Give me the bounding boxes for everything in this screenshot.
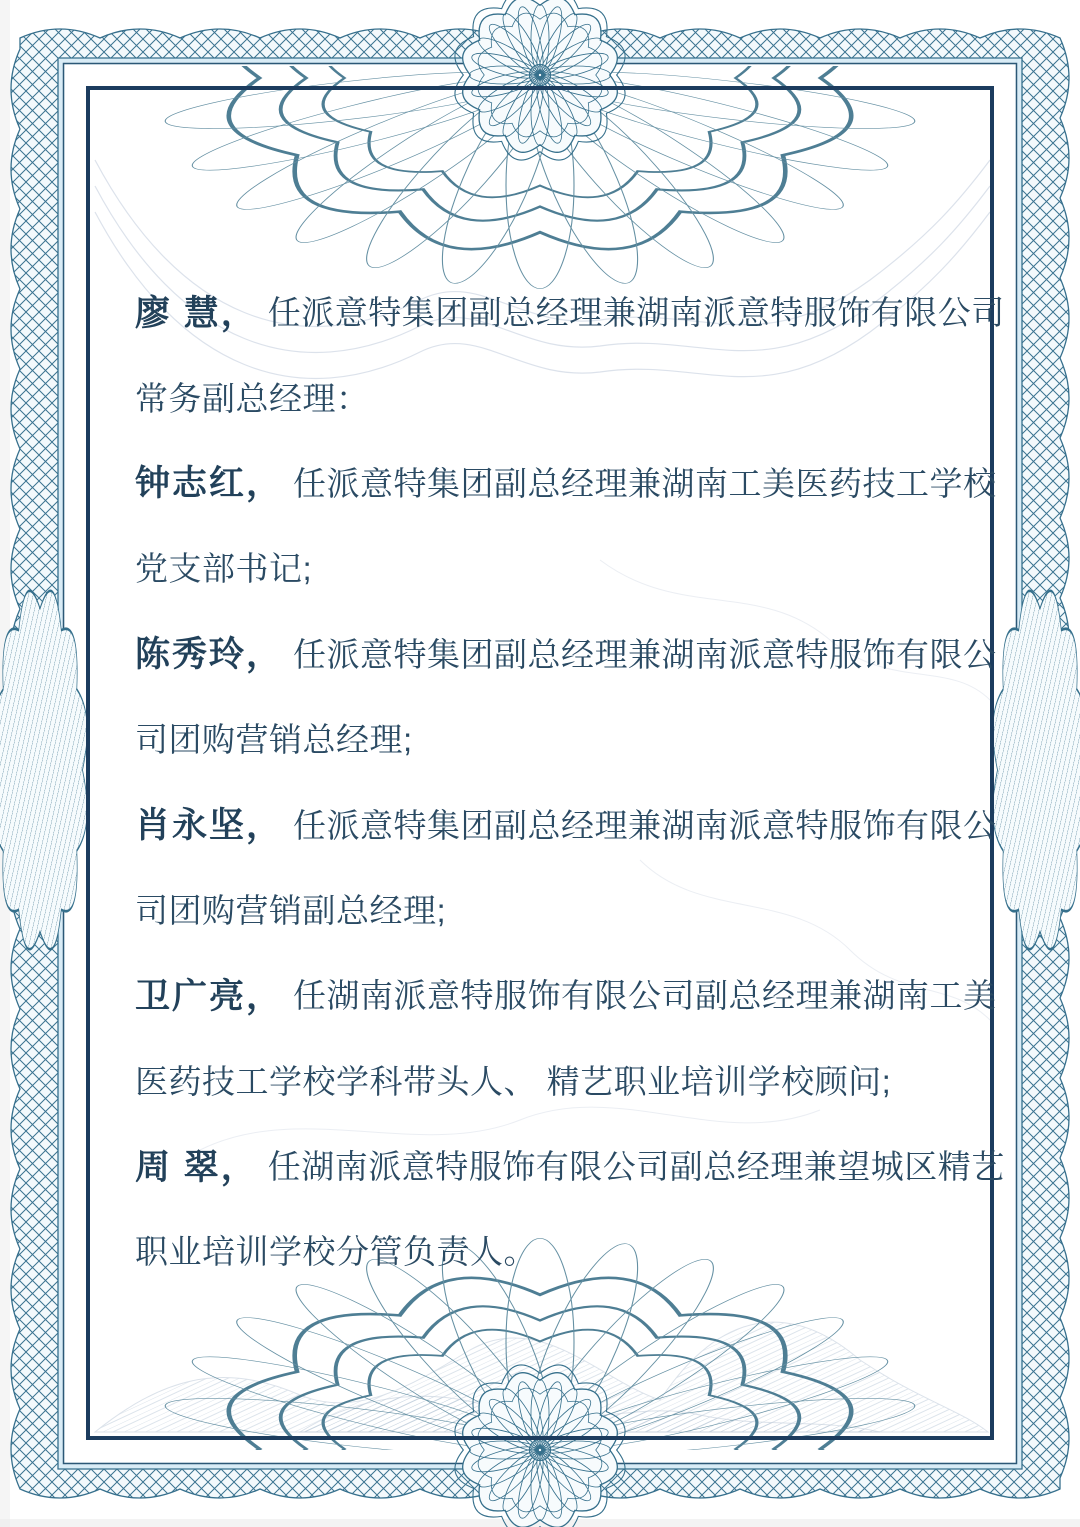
line-text: 党支部书记; bbox=[135, 550, 313, 588]
person-name: 卫广亮， bbox=[135, 976, 284, 1016]
text-line bbox=[135, 951, 997, 1036]
side-bulge-left bbox=[0, 591, 87, 949]
line-text: 任派意特集团副总经理兼湖南派意特服饰有限公司 bbox=[267, 294, 1005, 332]
person-name: 廖 慧， bbox=[135, 293, 258, 333]
text-line bbox=[135, 353, 965, 438]
rosette-medallion-top bbox=[455, 0, 625, 160]
person-name: 钟志红， bbox=[135, 464, 284, 504]
text-line bbox=[135, 695, 965, 780]
text-line bbox=[135, 1122, 1005, 1207]
person-name: 陈秀玲， bbox=[135, 635, 284, 675]
line-text: 任派意特集团副总经理兼湖南派意特服饰有限公 bbox=[293, 806, 997, 844]
text-line bbox=[135, 1207, 965, 1292]
appointment-text-block bbox=[135, 268, 1005, 1293]
line-text: 任湖南派意特服饰有限公司副总经理兼湖南工美 bbox=[293, 977, 997, 1015]
text-line bbox=[135, 524, 965, 609]
text-line bbox=[135, 439, 997, 524]
line-text: 任派意特集团副总经理兼湖南工美医药技工学校 bbox=[293, 464, 997, 502]
text-line bbox=[135, 780, 997, 865]
person-name: 肖永坚， bbox=[135, 806, 284, 846]
line-text: 司团购营销总经理; bbox=[135, 721, 413, 759]
text-line bbox=[135, 610, 997, 695]
side-bulge-right bbox=[993, 591, 1080, 949]
text-line bbox=[135, 866, 965, 951]
line-text: 职业培训学校分管负责人。 bbox=[135, 1233, 537, 1271]
text-line bbox=[135, 1037, 965, 1122]
text-line bbox=[135, 268, 1005, 353]
line-text: 医药技工学校学科带头人、 精艺职业培训学校顾问; bbox=[135, 1062, 892, 1100]
line-text: 司团购营销副总经理; bbox=[135, 891, 447, 929]
line-text: 任湖南派意特服饰有限公司副总经理兼望城区精艺 bbox=[267, 1148, 1005, 1186]
line-text: 常务副总经理： bbox=[135, 379, 370, 417]
person-name: 周 翠， bbox=[135, 1147, 258, 1187]
line-text: 任派意特集团副总经理兼湖南派意特服饰有限公 bbox=[293, 635, 997, 673]
